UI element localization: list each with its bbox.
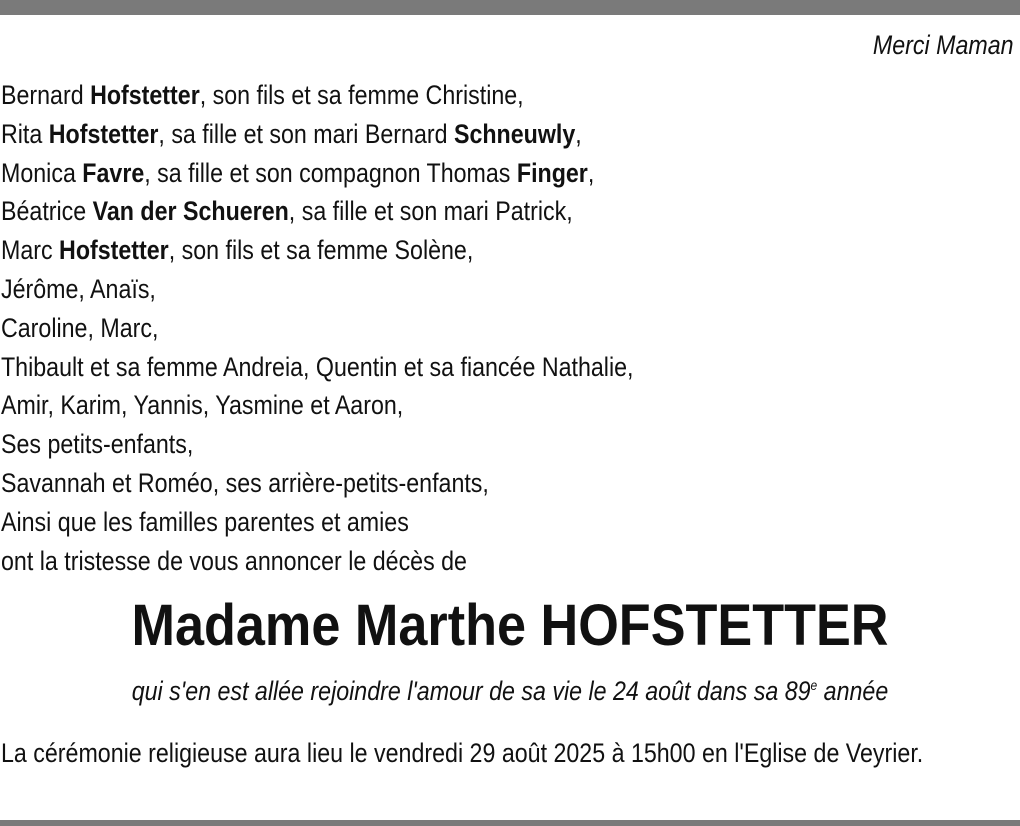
family-line: [1, 503, 633, 542]
family-surname: Hofstetter: [48, 118, 159, 149]
family-text: Savannah et Roméo, ses arrière-petits-enfants,: [1, 467, 489, 498]
family-text: Amir, Karim, Yannis, Yasmine et Aaron,: [1, 390, 404, 421]
passing-subtitle: [71, 672, 948, 710]
subtitle-text: qui s'en est allée rejoindre l'amour de sa vie le 24 août dans sa 89: [131, 676, 811, 706]
family-text: Caroline, Marc,: [1, 312, 159, 343]
family-line: [1, 76, 633, 115]
family-surname: Hofstetter: [90, 80, 200, 110]
family-surname: Hofstetter: [59, 235, 169, 266]
family-text: Rita: [1, 118, 49, 149]
dedication-text: Merci Maman: [873, 30, 1014, 60]
bottom-border-rule: [0, 820, 1020, 826]
family-surname: Finger: [516, 157, 588, 188]
family-text: Bernard: [1, 80, 91, 110]
family-text: , sa fille et son compagnon Thomas: [144, 157, 517, 188]
family-text: , sa fille et son mari Patrick,: [288, 196, 573, 227]
family-line: [1, 309, 633, 348]
family-line: [1, 115, 633, 154]
family-text: Ainsi que les familles parentes et amies: [1, 506, 409, 537]
family-line: [1, 542, 633, 581]
family-line: [1, 192, 633, 231]
family-line: [1, 386, 633, 425]
family-text: ,: [587, 157, 595, 188]
family-text: Jérôme, Anaïs,: [1, 273, 156, 304]
deceased-name: Madame Marthe HOFSTETTER: [131, 593, 889, 658]
family-line: [1, 464, 633, 503]
family-text: , son fils et sa femme Christine,: [199, 80, 524, 110]
family-text: Béatrice: [1, 196, 93, 227]
family-line: [1, 231, 633, 270]
family-text: , son fils et sa femme Solène,: [168, 235, 474, 266]
family-text: Thibault et sa femme Andreia, Quentin et sa fiancée Nathalie,: [1, 351, 634, 382]
family-text: Ses petits-enfants,: [1, 429, 194, 460]
family-line: [1, 270, 633, 309]
ceremony-notice: La cérémonie religieuse aura lieu le vendredi 29 août 2025 à 15h00 en l'Eglise de Veyrier.: [1, 738, 924, 768]
family-line: [1, 348, 633, 387]
top-border-rule: [0, 0, 1020, 15]
family-text: Marc: [1, 235, 60, 266]
family-list: [1, 76, 736, 580]
family-text: ,: [575, 118, 582, 149]
family-surname: Van der Schueren: [92, 196, 289, 227]
family-line: [1, 154, 633, 193]
subtitle-text-end: année: [817, 676, 889, 706]
family-surname: Schneuwly: [453, 118, 576, 149]
ordinal-superscript: e: [810, 677, 818, 693]
family-surname: Favre: [82, 157, 145, 188]
family-text: , sa fille et son mari Bernard: [158, 118, 454, 149]
family-text: ont la tristesse de vous annoncer le décès de: [1, 545, 467, 576]
family-line: [1, 425, 633, 464]
family-text: Monica: [1, 157, 83, 188]
